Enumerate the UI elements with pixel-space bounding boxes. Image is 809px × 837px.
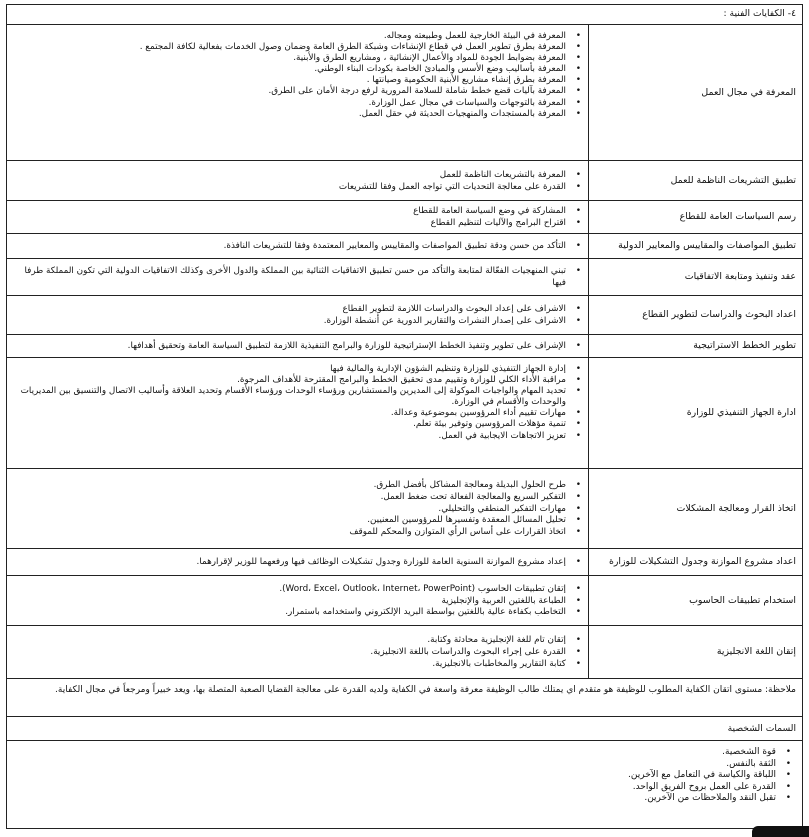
competency-label: اعداد البحوث والدراسات لتطوير القطاع — [588, 296, 802, 334]
competency-item: • التفكير السريع والمعالجة الفعالة تحت ضغط العمل. — [380, 491, 581, 502]
competency-items — [7, 234, 588, 258]
competency-label: تطوير الخطط الاستراتيجية — [588, 335, 802, 357]
competency-row — [7, 296, 802, 335]
competency-row — [7, 161, 802, 201]
competency-item: • إعداد مشروع الموازنة السنوية العامة للوزارة وجدول تشكيلات الوظائف فيها ورفعهما للوزير لإقرارهما. — [196, 557, 581, 568]
page-corner-tab — [752, 826, 809, 837]
competency-item: • تعزيز الاتجاهات الايجابية في العمل. — [438, 430, 581, 441]
competency-label: تطبيق المواصفات والمقاييس والمعايير الدولية — [588, 234, 802, 258]
competency-items — [7, 358, 588, 468]
competency-item: • المعرفة بضوابط الجودة للمواد والأعمال الإنشائية ، ومشاريع الطرق والأبنية. — [293, 53, 581, 64]
competency-label: اتخاذ القرار ومعالجة المشكلات — [588, 469, 802, 548]
competency-row — [7, 234, 802, 259]
competency-item: • كتابة التقارير والمخاطبات بالانجليزية. — [432, 658, 581, 669]
competency-items — [7, 25, 588, 160]
competency-item: • المعرفة بأساليب وضع الأسس والمبادئ الخاصة بكودات البناء الوطني. — [314, 64, 581, 75]
competency-row — [7, 549, 802, 576]
competency-item: • التأكد من حسن ودقة تطبيق المواصفات والمقاييس والمعايير المعتمدة وفقا للتشريعات النافذة. — [223, 241, 581, 252]
competency-item: • الطباعة باللغتين العربية والإنجليزية — [441, 595, 581, 606]
competency-item: • المعرفة بآليات قضع خطط شاملة للسلامة المرورية لرفع درجة الأمان على الطرق. — [268, 86, 581, 97]
competency-items — [7, 201, 588, 233]
competency-item: • القدرة على إجراء البحوث والدراسات باللغة الانجليزية. — [370, 647, 581, 658]
competency-item: • إتقان تطبيقات الحاسوب (Word، Excel، Outlook، Internet، PowerPoint). — [279, 583, 581, 594]
competency-items — [7, 576, 588, 625]
competency-row — [7, 25, 802, 161]
competency-items — [7, 161, 588, 200]
competency-item: • مراقبة الأداء الكلي للوزارة وتقييم مدى تحقيق الخطط والبرامج المقترحة للأهداف المرجوة. — [237, 375, 581, 386]
competency-items — [7, 296, 588, 334]
competency-row — [7, 358, 802, 469]
competency-item: • التخاطب بكفاءة عالية باللغتين بواسطة البريد الإلكتروني واستخدامه باستمرار. — [285, 607, 581, 618]
personal-traits-header — [7, 717, 802, 741]
competency-item: • الاشراف على إصدار النشرات والتقارير الدورية عن أنشطة الوزارة. — [323, 316, 581, 326]
competency-item: • المعرفة بطرق إنشاء مشاريع الأبنية الحكومية وصيانتها . — [366, 75, 581, 86]
note-text: ملاحظة: مستوى اتقان الكفاية المطلوب للوظيفة هو متقدم اي يمتلك طالب الوظيفة معرفة واسعة في الكفاية ولديه القدرة على معالجة القضايا الصعبة المتصلة بها، ويعد خبيراً ومرجعاً في مجال الكفاية. — [55, 685, 796, 695]
competency-item: • اقتراح البرامج والآليات لتنظيم القطاع — [430, 218, 581, 228]
competency-label: إتقان اللغة الانجليزية — [588, 626, 802, 678]
trait-item: • القدرة على العمل بروح الفريق الواحد. — [632, 781, 791, 792]
competency-item: • المعرفة بالمستجدات والمنهجيات الحديثة في حقل العمل. — [358, 108, 581, 119]
competency-label: المعرفة في مجال العمل — [588, 25, 802, 160]
competency-item: • تحليل المسائل المعقدة وتفسيرها للمرؤوسين المعنيين. — [367, 515, 581, 526]
competency-items — [7, 335, 588, 357]
section-title: ٤- الكفايات الفنية : — [723, 8, 796, 19]
competency-item: • المعرفة بالتوجهات والسياسات في مجال عمل الوزارة. — [368, 97, 581, 108]
competencies-document — [6, 4, 803, 829]
competency-item: • المعرفة بالتشريعات الناظمة للعمل — [439, 169, 581, 180]
competency-row — [7, 201, 802, 234]
competency-label: عقد وتنفيذ ومتابعة الاتفاقيات — [588, 259, 802, 295]
competency-items — [7, 469, 588, 548]
personal-traits-title: السمات الشخصية — [727, 723, 796, 734]
competency-item: • تبني المنهجيات الفعّالة لمتابعة والتأكد من حسن تطبيق الاتفاقيات الثنائية بين المملكة والدول الأخرى وكذلك الاتفاقيات الدولية التي تكون المملكة طرفا فيها — [24, 266, 581, 288]
competency-items — [7, 626, 588, 678]
competency-items — [7, 259, 588, 295]
competency-item: • تنمية مؤهلات المرؤوسين وتوفير بيئة تعلم. — [413, 419, 581, 430]
competency-items — [7, 549, 588, 575]
trait-item: • الثقة بالنفس. — [726, 758, 791, 769]
competency-row — [7, 469, 802, 549]
section-header — [7, 5, 802, 25]
competency-item: • مهارات التفكير المنطقي والتحليلي. — [438, 503, 581, 514]
competency-item: • المعرفة في البيئة الخارجية للعمل وطبيعته ومجاله. — [383, 31, 581, 41]
competency-row — [7, 335, 802, 358]
competency-row — [7, 626, 802, 679]
competency-row — [7, 259, 802, 296]
competency-item: • تحديد المهام والواجبات الموكولة إلى المديرين والمستشارين ورؤساء الوحدات ورؤساء الأقسام وتحديد العلاقة وأساليب الاتصال والتنسيق بين المديريات والوحدات والأقسام في الوزارة. — [20, 386, 581, 408]
competency-item: • المعرفة بطرق تطوير العمل في قطاع الإنشاءات وشبكة الطرق العامة وضمان وصول الخدمات بفعالية لكافة المجتمع . — [139, 42, 581, 53]
competency-item: • إتقان تام للغة الإنجليزية محادثة وكتابة. — [427, 635, 581, 646]
competency-label: ادارة الجهاز التنفيذي للوزارة — [588, 358, 802, 468]
competency-item: • الإشراف على تطوير وتنفيذ الخطط الإستراتيجية للوزارة والبرامج التنفيذية اللازمة لتطبيق السياسة العامة وتحقيق أهدافها. — [127, 341, 581, 352]
competency-item: • المشاركة في وضع السياسة العامة للقطاع — [413, 206, 581, 217]
competency-label: اعداد مشروع الموازنة وجدول التشكيلات للوزارة — [588, 549, 802, 575]
proficiency-note — [7, 679, 802, 717]
trait-item: • اللباقة والكياسة في التعامل مع الآخرين. — [628, 770, 791, 780]
competency-label: رسم السياسات العامة للقطاع — [588, 201, 802, 233]
personal-traits-list — [7, 741, 802, 829]
competency-item: • اتخاذ القرارات على أساس الرأي المتوازن والمحكم للموقف — [349, 527, 581, 538]
trait-item: • قوة الشخصية. — [722, 747, 791, 757]
competency-row — [7, 576, 802, 626]
competency-item: • القدرة على معالجة التحديات التي تواجه العمل وفقا للتشريعات — [338, 181, 581, 192]
competency-label: تطبيق التشريعات الناظمة للعمل — [588, 161, 802, 200]
competency-item: • مهارات تقييم أداء المرؤوسين بموضوعية وعدالة. — [390, 408, 581, 419]
competency-item: • طرح الحلول البديلة ومعالجة المشاكل بأفضل الطرق. — [373, 480, 581, 491]
trait-item: • تقبل النقد والملاحظات من الآخرين. — [644, 793, 791, 803]
competency-item: • الاشراف على إعداد البحوث والدراسات اللازمة لتطوير القطاع — [342, 304, 581, 315]
competency-item: • إدارة الجهاز التنفيذي للوزارة وتنظيم الشؤون الإدارية والمالية فيها — [330, 364, 581, 374]
competency-label: استخدام تطبيقات الحاسوب — [588, 576, 802, 625]
